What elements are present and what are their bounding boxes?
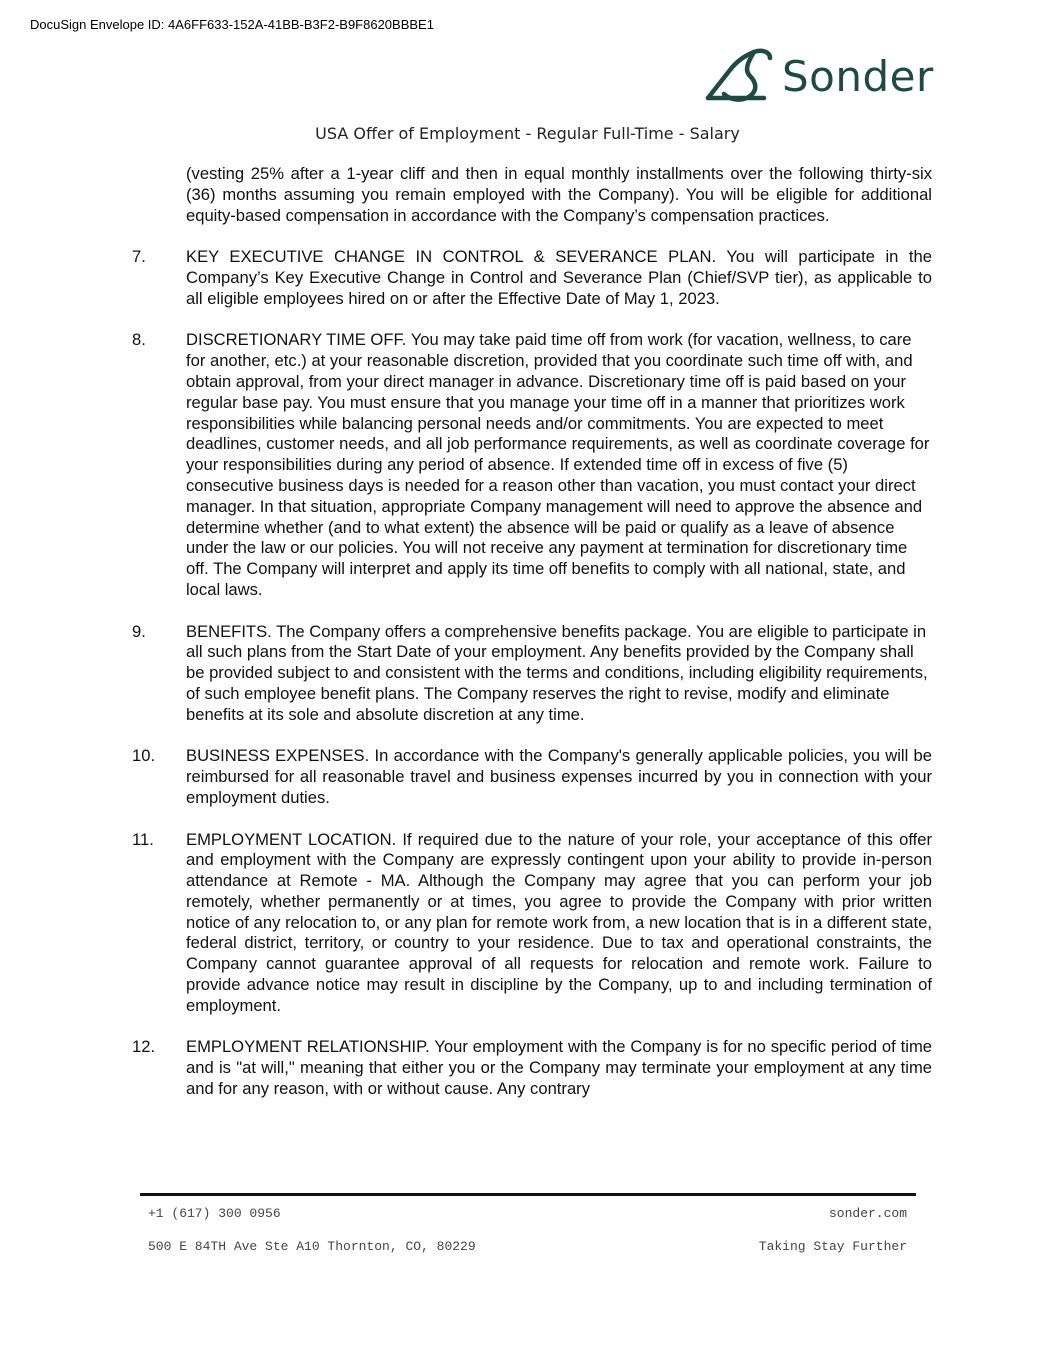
section-number: 12. [132,1037,156,1057]
section-number: 8. [132,330,146,350]
footer-website: sonder.com [828,1206,907,1221]
section-7 [132,247,932,309]
section-text [186,622,932,726]
section-heading: BENEFITS. [186,621,272,641]
docusign-envelope-id: DocuSign Envelope ID: 4A6FF633-152A-41BB-B3F2-B9F8620BBBE1 [30,17,434,32]
section-body: If required due to the nature of your role, your acceptance of this offer and employment with the Company are expressly contingent upon your ability to provide in-person attendance at Remote - MA. Although the Company may agree that you can perform your job remotely, whether permanently or at times, you agree to provide the Company with prior written notice of any relocation to, or any plan for remote work from, a new location that is in a different state, federal district, territory, or country to your residence. Due to tax and operational constraints, the Company cannot guarantee approval of all requests for relocation and remote work. Failure to provide advance notice may result in discipline by the Company, up to and including termination of employment. [186,829,932,1015]
section-heading: BUSINESS EXPENSES. [186,746,370,766]
section-heading: DISCRETIONARY TIME OFF. [186,330,407,350]
section-number: 10. [132,746,156,766]
section-body: You will participate in the Company’s Key Executive Change in Control and Severance Plan (Chief/SVP tier), as applicable to all eligible employees hired on or after the Effective Date of May 1, 2023. [186,247,933,308]
section-heading: EMPLOYMENT LOCATION. [186,829,397,849]
footer-contact-row [148,1206,907,1221]
section-text [186,330,932,600]
sonder-logo-text: Sonder [782,51,934,101]
section-body: Your employment with the Company is for no specific period of time and is "at will," meaning that either you or the Company may terminate your employment at any time and for any reason, with or without cause. Any contrary [186,1037,933,1099]
section-body: The Company offers a comprehensive benefits package. You are eligible to participate in all such plans from the Start Date of your employment. Any benefits provided by the Company shall be provided subject to and consistent with the terms and conditions, including eligibility requirements, of such employee benefit plans. The Company reserves the right to revise, modify and eliminate benefits at its sole and absolute discretion at any time. [186,621,928,724]
section-number: 11. [132,829,154,849]
section-text [186,746,932,808]
footer-divider [140,1193,916,1196]
section-10 [132,746,932,808]
section-heading: KEY EXECUTIVE CHANGE IN CONTROL & SEVERANCE PLAN. [186,247,717,267]
section-11 [132,830,932,1017]
footer-tagline: Taking Stay Further [758,1239,907,1254]
section-number: 7. [132,247,146,267]
footer-address: 500 E 84TH Ave Ste A10 Thornton, CO, 80229 [148,1239,476,1254]
continued-paragraph: (vesting 25% after a 1-year cliff and then in equal monthly installments over the following thirty-six (36) months assuming you remain employed with the Company). You will be eligible for additional equity-based compensation in accordance with the Company’s compensation practices. [186,164,932,225]
sonder-logo-icon [704,44,774,109]
document-body [132,164,932,1100]
footer-phone: +1 (617) 300 0956 [148,1206,281,1221]
section-8 [132,330,932,600]
section-text [186,247,932,309]
section-text [186,1037,932,1099]
section-9 [132,622,932,726]
section-text [186,830,932,1017]
section-number: 9. [132,621,146,641]
section-body: You may take paid time off from work (for vacation, wellness, to care for another, etc.) at your reasonable discretion, provided that you coordinate such time off with, and obtain approval, from your direct manager in advance. Discretionary time off is paid based on your regular base pay. You must ensure that you manage your time off in a manner that prioritizes work responsibilities while balancing personal needs and/or commitments. You are expected to meet deadlines, customer needs, and all job performance requirements, as well as coordinate coverage for your responsibilities during any period of absence. If extended time off in excess of five (5) consecutive business days is needed for a reason other than vacation, you must contact your direct manager. In that situation, appropriate Company management will need to approve the absence and determine whether (and to what extent) the absence will be paid or qualify as a leave of absence under the law or our policies. You will not receive any payment at termination for discretionary time off. The Company will interpret and apply its time off benefits to comply with all national, state, and local laws. [186,330,930,599]
document-title: USA Offer of Employment - Regular Full-Time - Salary [315,124,740,143]
footer-address-row [148,1239,907,1254]
section-body: In accordance with the Company's generally applicable policies, you will be reimbursed for all reasonable travel and business expenses incurred by you in connection with your employment duties. [186,746,932,807]
section-12 [132,1037,932,1099]
sonder-logo [704,46,936,106]
section-heading: EMPLOYMENT RELATIONSHIP. [186,1037,430,1057]
